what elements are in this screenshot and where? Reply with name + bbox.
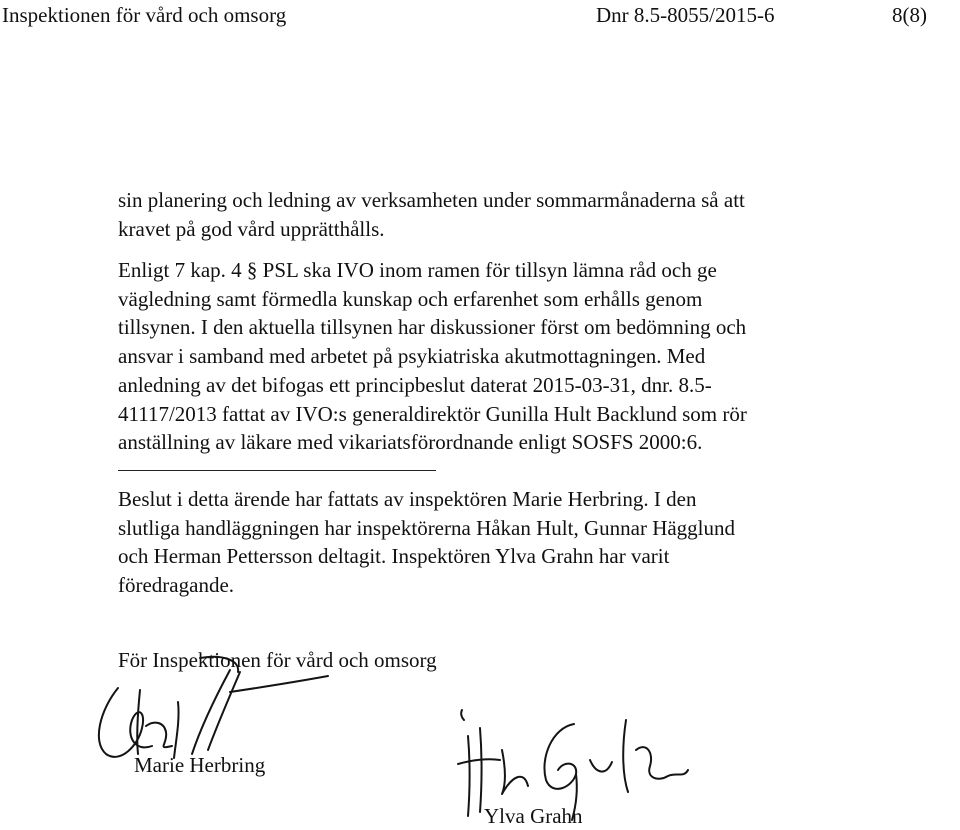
text-line: föredragande. — [118, 573, 235, 598]
header-authority: Inspektionen för vård och omsorg — [2, 3, 287, 27]
closing-line: För Inspektionen för vård och omsorg — [118, 648, 437, 672]
header-reference-number: Dnr 8.5-8055/2015-6 — [596, 3, 775, 27]
text-line: kravet på god vård upprätthålls. — [118, 216, 385, 241]
paragraph-planning — [118, 186, 838, 243]
text-line: 41117/2013 fattat av IVO:s generaldirektör Gunilla Hult Backlund som rör — [118, 401, 747, 426]
signer-name-ylva-grahn: Ylva Grahn — [484, 804, 583, 828]
separator-line — [118, 470, 436, 471]
text-line: anledning av det bifogas ett principbeslut daterat 2015-03-31, dnr. 8.5- — [118, 372, 712, 397]
text-line: ansvar i samband med arbetet på psykiatriska akutmottagningen. Med — [118, 344, 706, 369]
paragraph-guidance — [118, 256, 838, 457]
text-line: sin planering och ledning av verksamheten under sommarmånaderna så att — [118, 188, 745, 212]
text-line: Beslut i detta ärende har fattats av inspektören Marie Herbring. I den — [118, 487, 697, 511]
text-line: vägledning samt förmedla kunskap och erfarenhet som erhålls genom — [118, 286, 703, 311]
text-line: slutliga handläggningen har inspektörerna Håkan Hult, Gunnar Hägglund — [118, 515, 736, 540]
paragraph-decision — [118, 485, 838, 600]
header-page-number: 8(8) — [892, 3, 927, 27]
text-line: anställning av läkare med vikariatsförordnande enligt SOSFS 2000:6. — [118, 430, 703, 455]
text-line: och Herman Pettersson deltagit. Inspektören Ylva Grahn har varit — [118, 544, 670, 569]
text-line: Enligt 7 kap. 4 § PSL ska IVO inom ramen för tillsyn lämna råd och ge — [118, 258, 717, 282]
signer-name-marie-herbring: Marie Herbring — [134, 753, 266, 777]
text-line: tillsynen. I den aktuella tillsynen har diskussioner först om bedömning och — [118, 315, 747, 340]
